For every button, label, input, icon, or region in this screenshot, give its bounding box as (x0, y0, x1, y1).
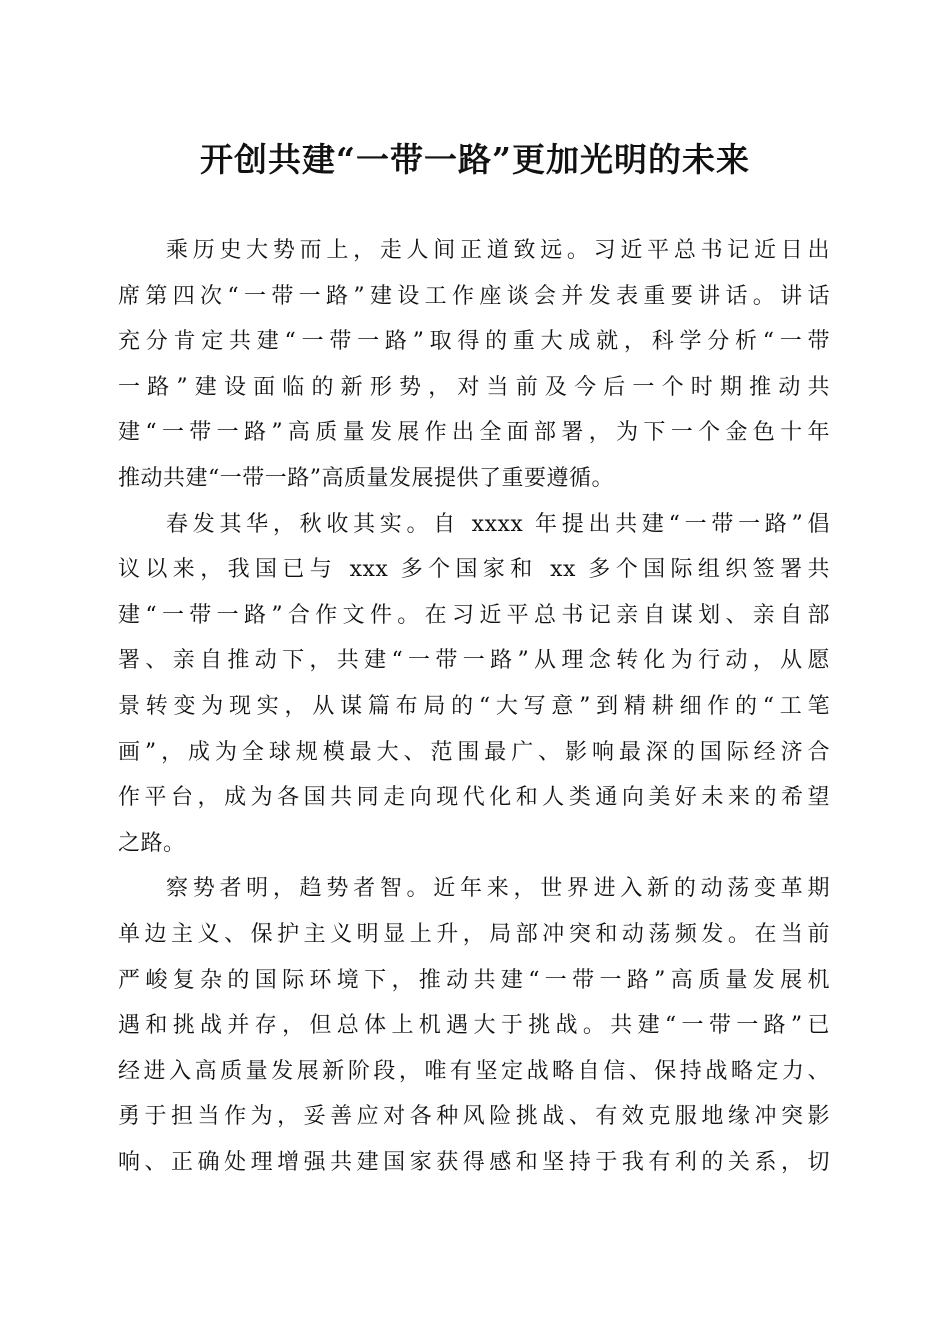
text-line: 遇和挑战并存，但总体上机遇大于挑战。共建“一带一路”已 (118, 1013, 830, 1039)
document-title: 开创共建“一带一路”更加光明的未来 (200, 140, 750, 179)
text-line: 乘历史大势而上，走人间正道致远。习近平总书记近日出 (166, 238, 830, 263)
text-line: 充分肯定共建“一带一路”取得的重大成就，科学分析“一带 (118, 329, 830, 355)
text-line: 响、正确处理增强共建国家获得感和坚持于我有利的关系，切 (118, 1149, 830, 1175)
text-line: 推动共建“一带一路”高质量发展提供了重要遵循。 (118, 465, 614, 491)
text-line: 勇于担当作为，妥善应对各种风险挑战、有效克服地缘冲突影 (118, 1104, 830, 1130)
text-line: 单边主义、保护主义明显上升，局部冲突和动荡频发。在当前 (118, 921, 830, 947)
text-line: 严峻复杂的国际环境下，推动共建“一带一路”高质量发展机 (118, 967, 830, 993)
text-line: 画”，成为全球规模最大、范围最广、影响最深的国际经济合 (118, 739, 830, 765)
text-line: 春发其华，秋收其实。自 xxxx 年提出共建“一带一路”倡 (166, 511, 830, 537)
text-line: 一路”建设面临的新形势，对当前及今后一个时期推动共 (118, 374, 830, 400)
document-body (118, 228, 830, 1185)
text-line: 建“一带一路”合作文件。在习近平总书记亲自谋划、亲自部 (118, 602, 830, 628)
text-line: 景转变为现实，从谋篇布局的“大写意”到精耕细作的“工笔 (118, 693, 830, 719)
text-line: 建“一带一路”高质量发展作出全面部署，为下一个金色十年 (118, 420, 830, 446)
text-line: 作平台，成为各国共同走向现代化和人类通向美好未来的希望 (118, 785, 830, 811)
text-line: 议以来，我国已与 xxx 多个国家和 xx 多个国际组织签署共 (118, 557, 830, 583)
text-line: 经进入高质量发展新阶段，唯有坚定战略自信、保持战略定力、 (118, 1058, 830, 1084)
text-line: 察势者明，趋势者智。近年来，世界进入新的动荡变革期 (166, 876, 830, 902)
text-line: 署、亲自推动下，共建“一带一路”从理念转化为行动，从愿 (118, 648, 830, 674)
text-line: 之路。 (118, 830, 186, 856)
text-line: 席第四次“一带一路”建设工作座谈会并发表重要讲话。讲话 (118, 283, 830, 309)
